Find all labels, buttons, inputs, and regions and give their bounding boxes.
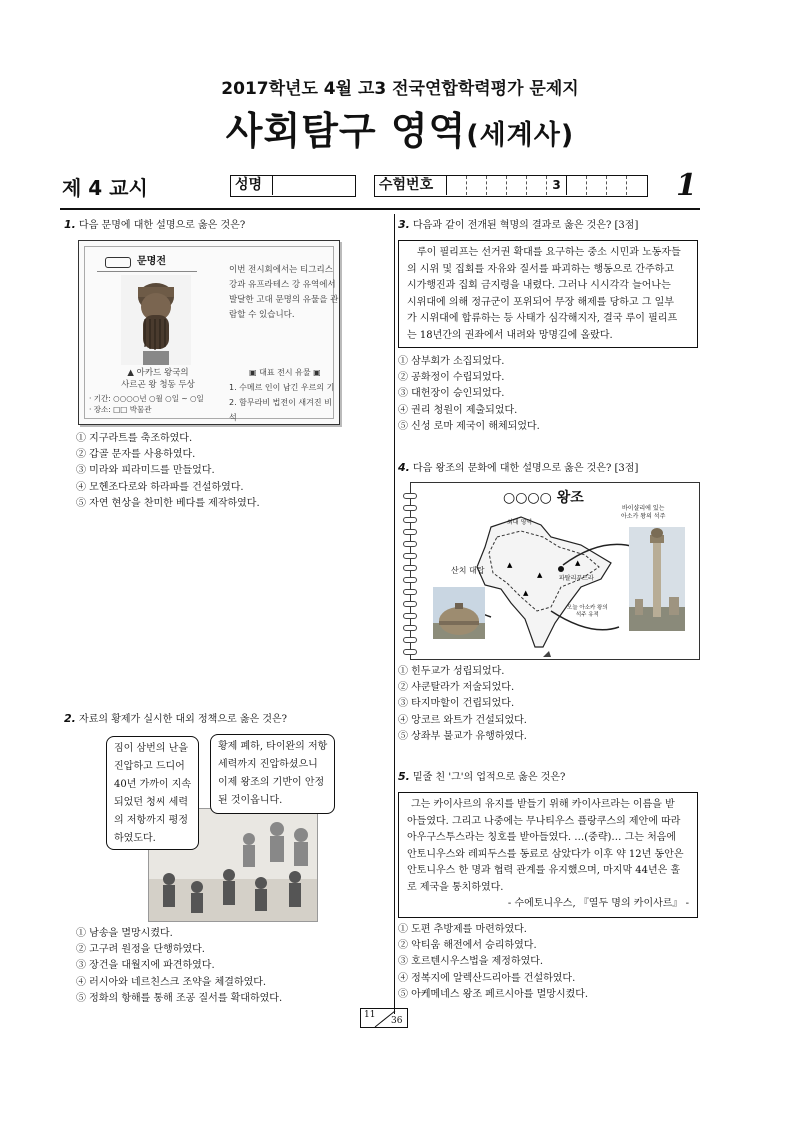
label-pillar: 바이샬리에 있는 아소카 왕의 석주 <box>621 505 666 520</box>
option[interactable]: ② 갑골 문자를 사용하였다. <box>76 449 196 461</box>
option[interactable]: ④ 정복지에 알렉산드리아를 건설하였다. <box>398 972 576 984</box>
emperor-speech-bubble: 짐이 삼번의 난을 진압하고 드디어 40년 가까이 지속 되었던 청씨 세력 의 저항까지 평정 하였도다. <box>106 736 199 850</box>
option[interactable]: ⑤ 신성 로마 제국이 해체되었다. <box>398 420 540 432</box>
option[interactable]: ② 공화정이 수립되었다. <box>398 372 505 384</box>
option[interactable]: ① 남송을 멸망시켰다. <box>76 928 173 939</box>
digit-cell <box>567 176 587 195</box>
svg-text:▲: ▲ <box>537 571 543 579</box>
option[interactable]: ① 도편 추방제를 마련하였다. <box>398 924 527 935</box>
header-divider <box>60 208 700 210</box>
digit-cell <box>487 176 507 195</box>
option[interactable]: ④ 모헨조다로와 하라파를 건설하였다. <box>76 481 244 493</box>
question-number: 4. <box>398 461 410 474</box>
name-label: 성명 <box>231 176 273 195</box>
svg-text:▲: ▲ <box>575 559 581 567</box>
option[interactable]: ⑤ 아케메네스 왕조 페르시아를 멸망시켰다. <box>398 988 589 1000</box>
option[interactable]: ⑤ 상좌부 불교가 유행하였다. <box>398 730 527 742</box>
digit-cell: 3 <box>547 176 567 195</box>
label-pillar-ruins: 오늘 아소카 왕의 석주 유적 <box>567 605 608 618</box>
exam-number-label: 수험번호 <box>375 176 447 195</box>
option[interactable]: ⑤ 정화의 항해를 통해 조공 질서를 확대하였다. <box>76 992 283 1004</box>
question-1-prompt: 1. 다음 문명에 대한 설명으로 옳은 것은? <box>64 218 246 231</box>
option[interactable]: ② 악티움 해전에서 승리하였다. <box>398 940 537 952</box>
option[interactable]: ③ 대헌장이 승인되었다. <box>398 388 505 400</box>
bust-caption: ▲ 아카드 왕국의 사르곤 왕 청동 두상 <box>121 368 195 390</box>
blank-box <box>105 257 131 268</box>
question-number: 5. <box>398 770 410 783</box>
name-field[interactable] <box>230 175 356 197</box>
question-5-options <box>398 922 588 1003</box>
question-5-passage: 그는 카이사르의 유지를 받들기 위해 카이사르라는 이름을 받 아들였다. 그리고 나중에는 무나티우스 플랑쿠스의 제안에 따라 아우구스투스라는 칭호를 받아들였다. …(중략)… 그는 처음에 안토니우스와 레피두스를 동료로 삼았다가 이후 약 12년 동안은 안토니우스 한 명과 협력 관계를 유지했으며, 마지막 44년은 홀 로 제국을 통치하였다. - 수에토니우스, 『열두 명의 카이사르』 - <box>398 792 698 918</box>
svg-text:▲: ▲ <box>523 589 529 597</box>
label-territory: 최대 영역 <box>507 519 533 526</box>
option[interactable]: ③ 장건을 대월지에 파견하였다. <box>76 960 215 972</box>
exhibit-info: · 기간: ○○○○년 ○월 ○일 ~ ○일 · 장소: □□ 박물관 <box>89 394 204 414</box>
official-speech-bubble: 황제 폐하, 타이완의 저항 세력까지 진압하셨으니 이제 왕조의 기반이 안정 된 것이옵니다. <box>210 734 335 814</box>
exhibition-card <box>78 240 340 425</box>
subject-name: 사회탐구 영역 <box>225 109 467 153</box>
page-type-number: 1 <box>676 168 697 203</box>
option[interactable]: ④ 러시아와 네르친스크 조약을 체결하였다. <box>76 976 267 988</box>
exam-header-title: 2017학년도 4월 고3 전국연합학력평가 문제지 <box>221 79 579 99</box>
option[interactable]: ④ 앙코르 와트가 건설되었다. <box>398 714 527 726</box>
option[interactable]: ⑤ 자연 현상을 찬미한 베다를 제작하였다. <box>76 497 260 509</box>
digit-cell <box>607 176 627 195</box>
period-label: 제 4 교시 <box>62 176 148 200</box>
title-rule <box>97 271 197 272</box>
question-number: 2. <box>64 712 76 725</box>
column-divider <box>394 214 395 1014</box>
ashoka-pillar-image <box>629 527 685 631</box>
question-5-prompt: 5. 밑줄 친 '그'의 업적으로 옳은 것은? <box>398 770 566 783</box>
option[interactable]: ① 지구라트를 축조하였다. <box>76 433 193 444</box>
sanchi-stupa-image <box>433 587 485 639</box>
option[interactable]: ② 고구려 원정을 단행하였다. <box>76 944 205 956</box>
option[interactable]: ③ 미라와 피라미드를 만들었다. <box>76 465 215 477</box>
exhibition-intro: 이번 전시회에서는 티그리스 강과 유프라테스 강 유역에서 발달한 고대 문명의 유물을 관 람할 수 있습니다. <box>229 265 339 320</box>
subject-title <box>0 100 800 155</box>
question-number: 1. <box>64 218 76 231</box>
svg-text:▲: ▲ <box>507 561 513 569</box>
option[interactable]: ② 샤쿤탈라가 저술되었다. <box>398 682 515 694</box>
option[interactable]: ③ 타지마할이 건립되었다. <box>398 698 515 710</box>
option[interactable]: ① 힌두교가 성립되었다. <box>398 666 505 677</box>
current-page: 11 <box>364 1010 376 1020</box>
question-1-options <box>76 431 260 512</box>
card-title: 문명전 <box>97 255 197 271</box>
option[interactable]: ③ 호르텐시우스법을 제정하였다. <box>398 956 544 968</box>
total-pages: 36 <box>391 1016 403 1026</box>
question-2-prompt: 2. 자료의 황제가 실시한 대외 정책으로 옳은 것은? <box>64 712 288 725</box>
page-counter <box>360 1008 408 1028</box>
exam-number-field[interactable] <box>374 175 648 197</box>
digit-cell <box>507 176 527 195</box>
question-3-prompt: 3. 다음과 같이 전개된 혁명의 결과로 옳은 것은? [3점] <box>398 218 639 231</box>
subject-sub: (세계사) <box>466 120 575 151</box>
label-city: 파탈리푸트라 <box>559 575 594 582</box>
question-number: 3. <box>398 218 410 231</box>
question-2-options <box>76 926 282 1007</box>
exhibit-list: ▣ 대표 전시 유물 ▣ 1. 수메르 인이 남긴 우르의 기 2. 함무라비 법전이 새겨진 비석 <box>229 368 335 422</box>
label-stupa: 산치 대탑 <box>451 566 485 575</box>
passage-source: - 수에토니우스, 『열두 명의 카이사르』 - <box>507 898 689 909</box>
digit-cell <box>467 176 487 195</box>
sargon-bust-image <box>121 275 191 365</box>
digit-cell <box>587 176 607 195</box>
question-4-options <box>398 664 527 745</box>
notebook-title: ○○○○ 왕조 <box>503 490 584 506</box>
question-3-options <box>398 354 540 435</box>
option[interactable]: ① 삼부회가 소집되었다. <box>398 356 505 367</box>
mauryan-dynasty-notebook <box>410 482 700 660</box>
question-4-prompt: 4. 다음 왕조의 문화에 대한 설명으로 옳은 것은? [3점] <box>398 461 639 474</box>
digit-cell <box>527 176 547 195</box>
option[interactable]: ④ 권리 청원이 제출되었다. <box>398 404 518 416</box>
digit-cell <box>447 176 467 195</box>
question-3-passage: 루이 필리프는 선거권 확대를 요구하는 중소 시민과 노동자들 의 시위 및 집회를 자유와 질서를 파괴하는 행동으로 간주하고 시가행진과 집회 금지령을 내렸다. 그러나 시시각각 늘어나는 시위대에 의해 정규군이 포위되어 무장 해제를 당하고 그 일부 가 시위대에 합류하는 등 사태가 심각해지자, 결국 루이 필리프 는 18년간의 권좌에서 내려와 망명길에 올랐다. <box>398 240 698 348</box>
